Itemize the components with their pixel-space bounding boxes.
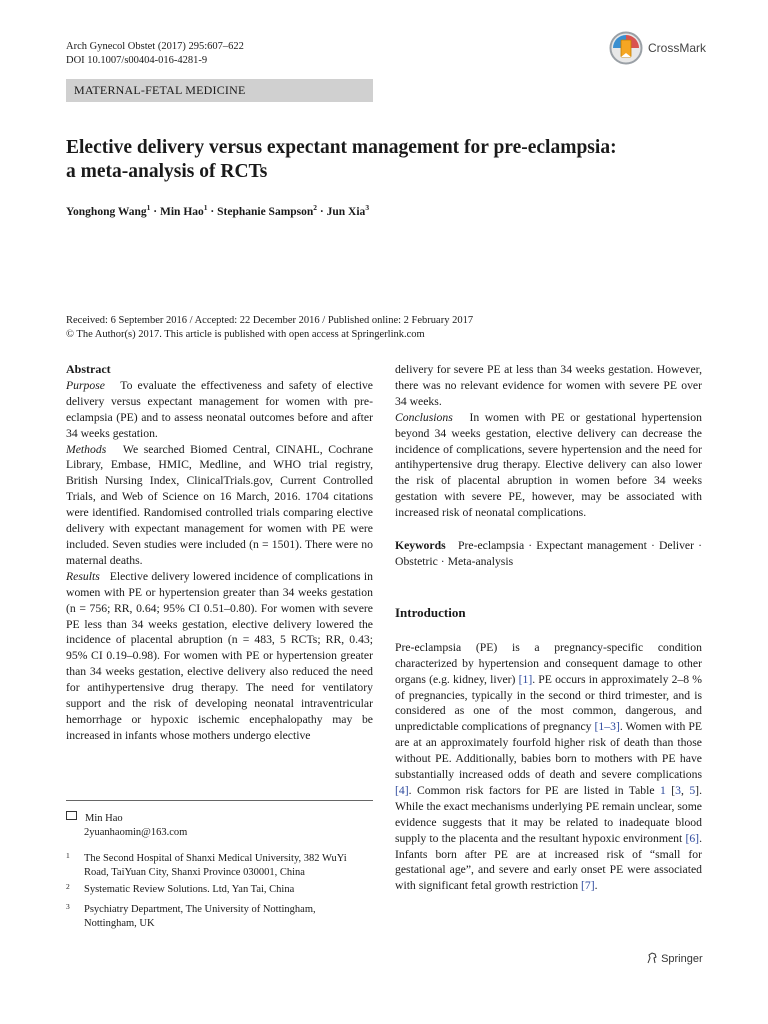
author-name[interactable]: Jun Xia <box>326 205 366 218</box>
intro-text: , <box>681 783 690 797</box>
affiliation-text: Systematic Review Solutions. Ltd, Yan Tai, China <box>84 884 295 895</box>
abstract-conclusions <box>395 410 702 521</box>
section-banner <box>66 79 373 102</box>
article-title <box>66 136 706 184</box>
intro-text: . <box>594 879 598 893</box>
table-link[interactable]: 1 <box>660 783 666 797</box>
author-name[interactable]: Yonghong Wang <box>66 205 147 218</box>
intro-text: . Women with PE are at an approximately fourfold higher risk of death than those without PE. Additionally, babies born to mothers with PE have substantially increased odds of death and severe complications <box>395 720 702 782</box>
purpose-text: To evaluate the effectiveness and safety of elective delivery versus expectant management for women with pre-eclampsia (PE) and to assess neonatal outcomes before and after 34 weeks gestation. <box>66 378 373 440</box>
affiliation-item <box>66 852 373 880</box>
abstract-results <box>66 569 373 744</box>
author-affiliation: 1 <box>203 203 208 212</box>
keywords-label: Keywords <box>395 539 446 553</box>
citation-link[interactable]: 5 <box>689 783 696 797</box>
author-name[interactable]: Min Hao <box>160 205 204 218</box>
author-separator: · <box>207 205 218 218</box>
author-affiliation: 1 <box>146 203 151 212</box>
crossmark-label: CrossMark <box>648 41 707 55</box>
envelope-icon <box>66 811 77 820</box>
publication-dates <box>66 314 473 342</box>
author-separator: · <box>317 205 327 218</box>
citation-link[interactable]: [4] <box>395 783 409 797</box>
intro-text: [ <box>665 783 676 797</box>
affiliation-item <box>66 883 373 897</box>
conclusions-text: In women with PE or gestational hypertension beyond 34 weeks gestation, elective delivery can decrease the incidence of complications, severe hypertension and the need for antihypertensive drug therapy. Elective delivery can also lower the risk of placental abruption in women before 34 weeks gestation with severe PE, however, may be associated with increased risk of neonatal complications. <box>395 410 702 520</box>
license-line: © The Author(s) 2017. This article is published with open access at Springerlink.com <box>66 329 425 340</box>
title-line-1: Elective delivery versus expectant management for pre-eclampsia: <box>66 137 617 158</box>
affiliation-item <box>66 903 373 931</box>
abstract-methods <box>66 442 373 569</box>
doi[interactable]: DOI 10.1007/s00404-016-4281-9 <box>66 55 208 66</box>
section-label: MATERNAL-FETAL MEDICINE <box>74 83 246 97</box>
affiliation-text: The Second Hospital of Shanxi Medical University, 382 WuYi Road, TaiYuan City, Shanxi Province 030001, China <box>84 853 347 878</box>
intro-text: . PE occurs in approximately 2–8 % of pregnancies, typically in the second or third trimester, and is considered as one of the most common, dangerous, and unpredictable complications of pregnancy <box>395 672 702 734</box>
journal-meta <box>66 40 244 68</box>
footnote-divider <box>66 800 373 801</box>
author-affiliation: 2 <box>313 203 318 212</box>
citation-link[interactable]: [7] <box>580 879 595 893</box>
author-name[interactable]: Stephanie Sampson <box>217 205 314 218</box>
author-list <box>66 203 369 218</box>
crossmark-icon <box>609 31 643 65</box>
crossmark-badge[interactable] <box>609 31 719 65</box>
citation-link[interactable]: [1–3] <box>594 720 620 734</box>
methods-label: Methods <box>66 442 107 456</box>
title-line-2: a meta-analysis of RCTs <box>66 161 268 182</box>
journal-citation: Arch Gynecol Obstet (2017) 295:607–622 <box>66 41 244 52</box>
springer-horse-icon <box>646 952 658 964</box>
keywords <box>395 538 702 570</box>
correspondent-name: Min Hao <box>85 813 123 824</box>
abstract-column-left <box>66 362 373 744</box>
correspondent-email[interactable]: 2yuanhaomin@163.com <box>84 827 188 838</box>
citation-link[interactable]: 3 <box>675 783 681 797</box>
intro-text: . Common risk factors for PE are listed in Table <box>408 783 660 797</box>
author-affiliation: 3 <box>365 203 370 212</box>
abstract-heading: Abstract <box>66 362 111 376</box>
purpose-label: Purpose <box>66 378 105 392</box>
introduction-heading: Introduction <box>395 604 466 620</box>
intro-text: ]. While the exact mechanisms underlying PE remain unclear, some evidence suggests that it may be related to inadequate blood supply to the placenta and the resultant hypoxic environment <box>395 783 702 845</box>
correspondence <box>66 811 187 840</box>
methods-text: We searched Biomed Central, CINAHL, Cochrane Library, Embase, HMIC, Medline, and WHO trial registry, British Nursing Index, ClinicalTrials.gov, Current Controlled Trials, and Web of Science on 16 March, 2016. 1704 citations were identified. Randomised controlled trials comparing elective delivery with expectant management for women with PE were included. Seven studies were included (n = 1501). There were no maternal deaths. <box>66 442 374 567</box>
affiliation-number: 2 <box>66 882 70 891</box>
introduction-paragraph <box>395 640 702 895</box>
abstract-purpose <box>66 378 373 442</box>
intro-text: Pre-eclampsia (PE) is a pregnancy-specific condition characterized by hypertension and consequent damage to other organs (e.g. kidney, liver) <box>395 640 702 686</box>
citation-link[interactable]: [6] <box>685 831 700 845</box>
results-text: Elective delivery lowered incidence of complications in women with PE or hypertension greater than 34 weeks gestation (n = 756; RR, 0.64; 95% CI 0.51–0.80). For women with severe PE less than 34 weeks gestation, elective delivery lowered the incidence of placental abruption (n = 483, 5 RCTs; RR, 0.43; 95% CI 0.19–0.98). For women with PE or hypertension greater than 34 weeks gestation, elective delivery also reduced the need for antihypertensive drug therapy. The need for ventilatory support and the risk of developing neonatal intraventricular hemorrhage or hypoxic ischemic encephalopathy may be increased in infants whose mothers undergo elective <box>66 569 374 742</box>
publisher-name: Springer <box>661 953 703 965</box>
results-continued: delivery for severe PE at less than 34 weeks gestation. However, there was no relevant evidence for women with severe PE over 34 weeks. <box>395 363 702 408</box>
author-separator: · <box>150 205 160 218</box>
citation-link[interactable]: [1] <box>518 672 533 686</box>
publisher-logo <box>646 952 703 965</box>
results-label: Results <box>66 569 100 583</box>
affiliation-number: 1 <box>66 851 70 860</box>
affiliation-text: Psychiatry Department, The University of Nottingham, Nottingham, UK <box>84 904 316 929</box>
keywords-text: Pre-eclampsia · Expectant management · Deliver · Obstetric · Meta-analysis <box>395 539 702 568</box>
conclusions-label: Conclusions <box>395 410 453 424</box>
affiliation-number: 3 <box>66 902 70 911</box>
intro-text: . Infants born after PE are at increased risk of “small for gestational age”, and severe and early onset PE were associated with significant fetal growth restriction <box>395 831 702 893</box>
abstract-column-right <box>395 362 702 894</box>
dates-line: Received: 6 September 2016 / Accepted: 22 December 2016 / Published online: 2 February 2017 <box>66 315 474 326</box>
